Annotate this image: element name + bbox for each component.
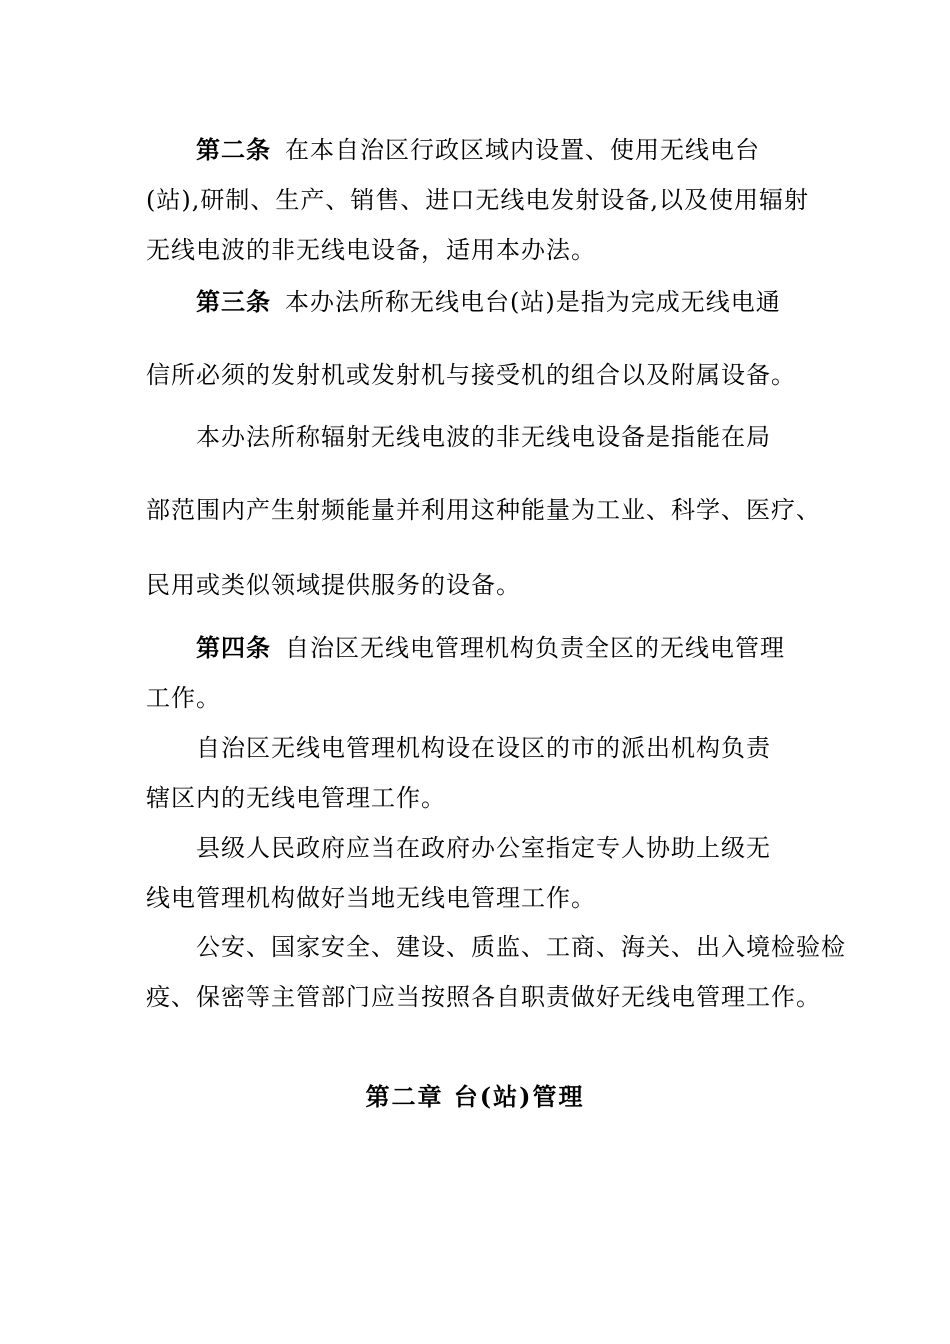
article2-line2: (站),研制、生产、销售、进口无线电发射设备,以及使用辐射	[146, 186, 809, 214]
article4-line1	[196, 633, 785, 663]
article3-para2-line3: 民用或类似领域提供服务的设备。	[146, 571, 521, 599]
article3-text-1: 本办法所称无线电台(站)是指为完成无线电通	[285, 288, 781, 316]
chapter2-title: 第二章 台(站)管理	[365, 1082, 585, 1111]
article3-para2-line1: 本办法所称辐射无线电波的非无线电设备是指能在局	[196, 423, 771, 451]
article4-para2-line2: 辖区内的无线电管理工作。	[146, 784, 446, 812]
article2-line3: 无线电波的非无线电设备，适用本办法。	[146, 236, 596, 264]
article4-para4-line2: 疫、保密等主管部门应当按照各自职责做好无线电管理工作。	[146, 983, 821, 1011]
article3-para2-line2: 部范围内产生射频能量并利用这种能量为工业、科学、医疗、	[146, 496, 821, 524]
article3-line2: 信所必须的发射机或发射机与接受机的组合以及附属设备。	[146, 361, 796, 389]
article4-label: 第四条	[196, 633, 271, 662]
article2-text-1: 在本自治区行政区域内设置、使用无线电台	[285, 136, 760, 164]
article4-para4-line1: 公安、国家安全、建设、质监、工商、海关、出入境检验检	[196, 933, 846, 961]
article4-para3-line1: 县级人民政府应当在政府办公室指定专人协助上级无	[196, 834, 771, 862]
article4-line2: 工作。	[146, 684, 221, 712]
article3-label: 第三条	[196, 287, 271, 316]
article2-line1	[196, 135, 760, 165]
article2-label: 第二条	[196, 135, 271, 164]
article3-line1	[196, 287, 781, 317]
article4-text-1: 自治区无线电管理机构负责全区的无线电管理	[285, 634, 785, 662]
article4-para3-line2: 线电管理机构做好当地无线电管理工作。	[146, 884, 596, 912]
article4-para2-line1: 自治区无线电管理机构设在设区的市的派出机构负责	[196, 734, 771, 762]
